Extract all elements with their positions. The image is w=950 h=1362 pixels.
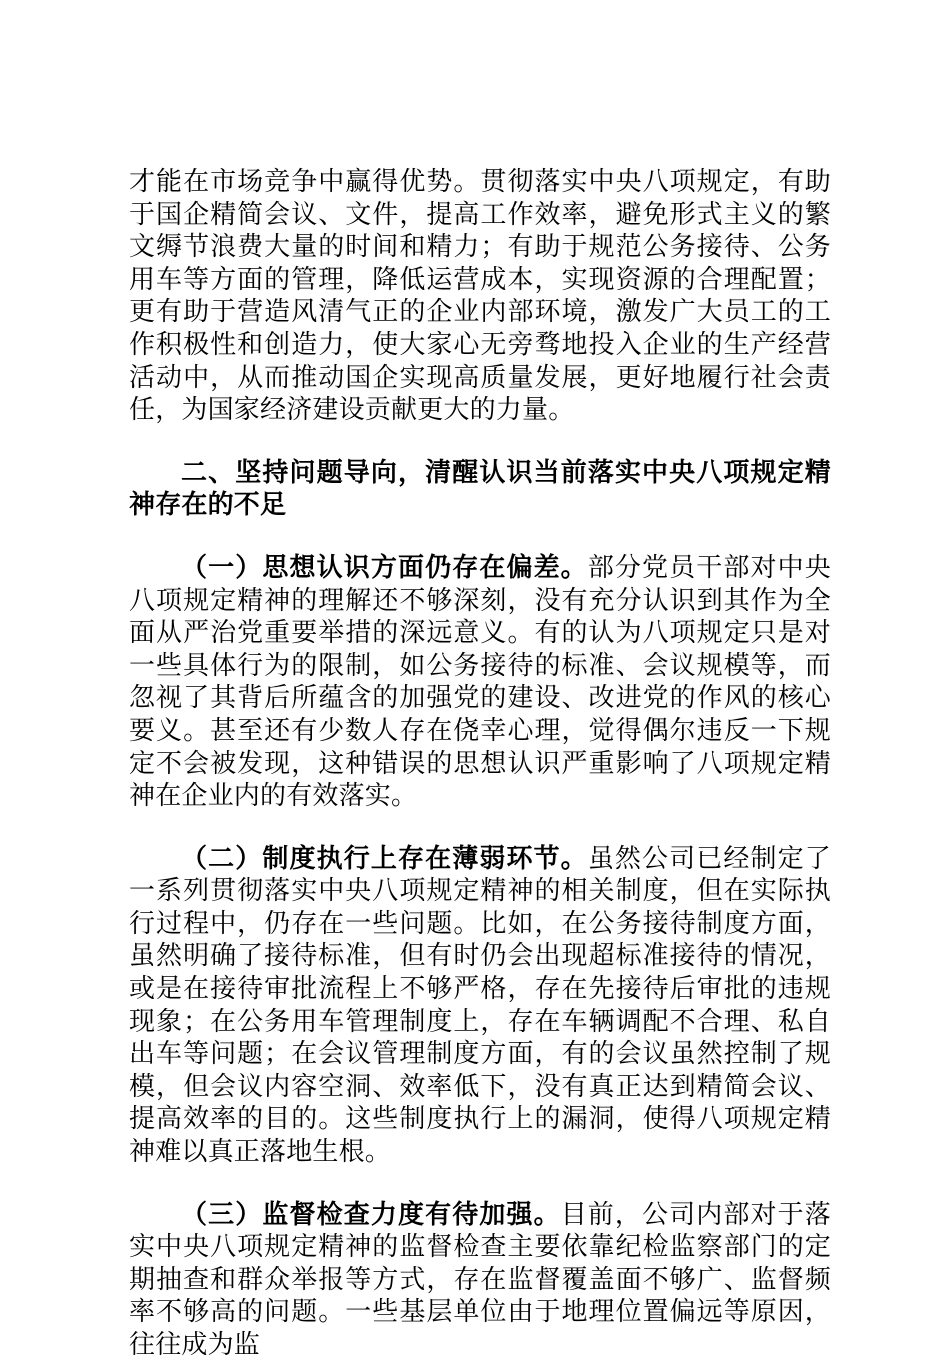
paragraph-continuation: 才能在市场竞争中赢得优势。贯彻落实中央八项规定，有助于国企精简会议、文件，提高工作效率，避免形式主义的繁文缛节浪费大量的时间和精力；有助于规范公务接待、公务用车等方面的管理，降低运营成本，实现资源的合理配置；更有助于营造风清气正的企业内部环境，激发广大员工的工作积极性和创造力，使大家心无旁骛地投入企业的生产经营活动中，从而推动国企实现高质量发展，更好地履行社会责任，为国家经济建设贡献更大的力量。 <box>129 167 831 426</box>
item-1-lead: （一）思想认识方面仍存在偏差。 <box>181 552 588 583</box>
item-2-body: 虽然公司已经制定了一系列贯彻落实中央八项规定精神的相关制度，但在实际执行过程中，仍存在一些问题。比如，在公务接待制度方面，虽然明确了接待标准，但有时仍会出现超标准接待的情况，或是在接待审批流程上不够严格，存在先接待后审批的违规现象；在公务用车管理制度上，存在车辆调配不合理、私自出车等问题；在会议管理制度方面，有的会议虽然控制了规模，但会议内容空洞、效率低下，没有真正达到精简会议、提高效率的目的。这些制度执行上的漏洞，使得八项规定精神难以真正落地生根。 <box>129 843 831 1168</box>
item-3-lead: （三）监督检查力度有待加强。 <box>181 1199 561 1230</box>
paragraph-item-2 <box>129 843 831 1169</box>
document-page <box>129 166 831 1362</box>
section-heading: 二、坚持问题导向，清醒认识当前落实中央八项规定精神存在的不足 <box>129 457 831 521</box>
item-1-body: 部分党员干部对中央八项规定精神的理解还不够深刻，没有充分认识到其作为全面从严治党重要举措的深远意义。有的认为八项规定只是对一些具体行为的限制，如公务接待的标准、会议规模等，而忽视了其背后所蕴含的加强党的建设、改进党的作风的核心要义。甚至还有少数人存在侥幸心理，觉得偶尔违反一下规定不会被发现，这种错误的思想认识严重影响了八项规定精神在企业内的有效落实。 <box>129 552 831 812</box>
paragraph-item-3 <box>129 1199 831 1362</box>
item-2-lead: （二）制度执行上存在薄弱环节。 <box>181 843 588 874</box>
paragraph-item-1 <box>129 552 831 813</box>
item-3-body: 目前，公司内部对于落实中央八项规定精神的监督检查主要依靠纪检监察部门的定期抽查和群众举报等方式，存在监督覆盖面不够广、监督频率不够高的问题。一些基层单位由于地理位置偏远等原因，往往成为监 <box>129 1199 831 1360</box>
